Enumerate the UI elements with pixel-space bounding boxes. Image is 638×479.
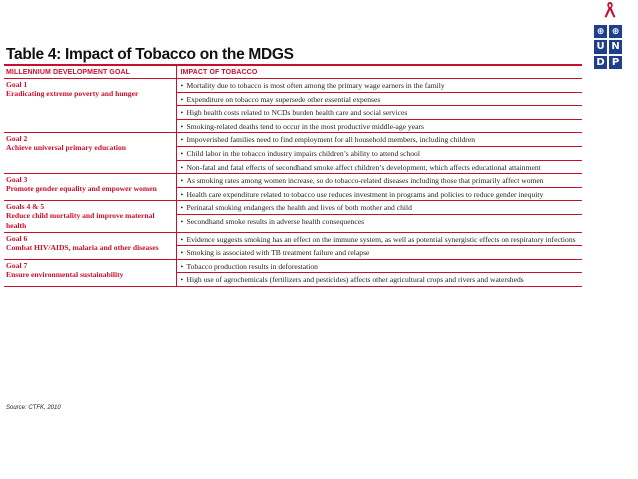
impact-cell — [176, 133, 582, 174]
impact-item: • Health care expenditure related to tobacco use reduces investment in programs and policies to reduce gender inequity — [180, 189, 544, 199]
impact-item: • Smoking is associated with TB treatment failure and relapse — [180, 248, 370, 258]
goal-number: Goal 3 — [6, 175, 28, 185]
goal-number: Goal 2 — [6, 134, 28, 144]
impact-item: • Child labor in the tobacco industry impairs children’s ability to attend school — [177, 147, 583, 161]
goal-number: Goal 7 — [6, 260, 28, 270]
impact-item: • Expenditure on tobacco may supersede other essential expenses — [177, 93, 583, 107]
goal-cell — [4, 201, 176, 232]
source-note: Source: CTFK, 2010 — [6, 405, 61, 411]
impact-text: Non-fatal and fatal effects of secondhand smoke affect children’s development, which affects educational attainment — [186, 162, 541, 172]
table-row — [4, 201, 582, 232]
impact-item: • High use of agrochemicals (fertilizers and pesticides) affects other agricultural crops and rivers and watersheds — [180, 275, 524, 285]
impact-text: Health care expenditure related to tobacco use reduces investment in programs and policies to reduce gender inequity — [186, 189, 544, 199]
undp-logo — [593, 24, 623, 70]
column-header-impact: IMPACT OF TOBACCO — [176, 66, 582, 79]
impact-text: Evidence suggests smoking has an effect on the immune system, as well as potential synergistic effects on respiratory infections — [186, 234, 576, 244]
impact-item: • Perinatal smoking endangers the health and lives of both mother and child — [177, 201, 583, 215]
impact-text: Tobacco production results in deforestation — [186, 261, 318, 271]
impact-text: As smoking rates among women increase, so do tobacco-related diseases including those that primarily affect women — [186, 176, 544, 186]
impact-item: • Secondhand smoke results in adverse health consequences — [180, 216, 365, 226]
un-emblem-icon: ⊕ — [593, 24, 608, 39]
goal-cell — [4, 259, 176, 286]
table-row — [4, 133, 582, 174]
impact-cell — [176, 232, 582, 259]
slide-title: Table 4: Impact of Tobacco on the MDGS — [6, 46, 294, 63]
impact-text: Smoking-related deaths tend to occur in the most productive middle-age years — [186, 121, 424, 131]
goal-cell — [4, 133, 176, 174]
goal-number: Goal 6 — [6, 233, 28, 243]
logo-letter: P — [608, 55, 623, 70]
logo-letter: N — [608, 39, 623, 54]
impact-text: Mortality due to tobacco is most often among the primary wage earners in the family — [186, 81, 445, 90]
goal-description: Reduce child mortality and improve maternal health — [6, 211, 155, 230]
impact-cell — [176, 201, 582, 232]
mdg-impact-table — [4, 64, 582, 287]
impact-item: • As smoking rates among women increase, so do tobacco-related diseases including those that primarily affect women — [177, 174, 583, 188]
impact-item: • Non-fatal and fatal effects of secondhand smoke affect children’s development, which affects educational attainment — [180, 162, 541, 172]
goal-description: Combat HIV/AIDS, malaria and other diseases — [6, 242, 159, 252]
logo-letter: U — [593, 39, 608, 54]
goal-cell — [4, 174, 176, 201]
impact-text: Expenditure on tobacco may supersede other essential expenses — [186, 94, 381, 104]
impact-item: • High health costs related to NCDs burden health care and social services — [177, 106, 583, 120]
goal-number: Goal 1 — [6, 80, 28, 89]
goal-description: Ensure environmental sustainability — [6, 269, 124, 279]
table-header-row — [4, 66, 582, 79]
goal-description: Eradicating extreme poverty and hunger — [6, 89, 139, 99]
table-row — [4, 232, 582, 259]
column-header-goal: MILLENNIUM DEVELOPMENT GOAL — [4, 66, 176, 79]
impact-item: • Mortality due to tobacco is most often among the primary wage earners in the family — [177, 79, 583, 93]
impact-cell — [176, 259, 582, 286]
goal-description: Achieve universal primary education — [6, 143, 127, 153]
table-row — [4, 79, 582, 133]
goal-number: Goals 4 & 5 — [6, 202, 45, 212]
impact-text: Child labor in the tobacco industry impairs children’s ability to attend school — [186, 148, 420, 158]
impact-item: • Evidence suggests smoking has an effect on the immune system, as well as potential synergistic effects on respiratory infections — [177, 233, 583, 247]
table-row — [4, 259, 582, 286]
impact-text: Perinatal smoking endangers the health and lives of both mother and child — [186, 203, 412, 213]
impact-text: Smoking is associated with TB treatment failure and relapse — [186, 248, 370, 258]
impact-item: • Tobacco production results in deforestation — [177, 260, 583, 274]
goal-cell — [4, 232, 176, 259]
impact-item: • Impoverished families need to find employment for all household members, including children — [177, 133, 583, 147]
un-emblem-icon: ⊕ — [608, 24, 623, 39]
impact-text: High health costs related to NCDs burden health care and social services — [186, 108, 408, 118]
logo-letter: D — [593, 55, 608, 70]
impact-text: High use of agrochemicals (fertilizers and pesticides) affects other agricultural crops and rivers and watersheds — [186, 275, 524, 285]
awareness-ribbon-icon — [603, 0, 617, 18]
impact-text: Impoverished families need to find employment for all household members, including children — [186, 135, 475, 145]
impact-cell — [176, 79, 582, 133]
goal-cell — [4, 79, 176, 133]
impact-cell — [176, 174, 582, 201]
goal-description: Promote gender equality and empower women — [6, 184, 157, 194]
table-row — [4, 174, 582, 201]
impact-text: Secondhand smoke results in adverse health consequences — [186, 216, 365, 226]
impact-item: • Smoking-related deaths tend to occur in the most productive middle-age years — [180, 121, 424, 131]
